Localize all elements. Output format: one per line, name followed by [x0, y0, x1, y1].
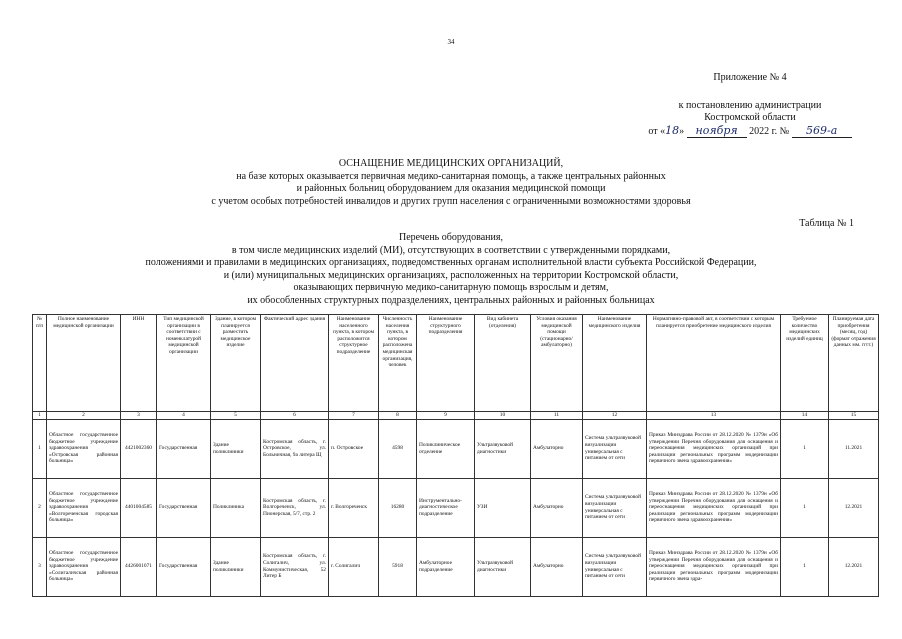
- cell-number: 1: [33, 419, 47, 478]
- cell-quantity: 1: [781, 537, 829, 596]
- cell-quantity: 1: [781, 478, 829, 537]
- cell-subdivision: Поликлиническое отделение: [417, 419, 475, 478]
- header-cell: Условия оказания медицинской помощи (стационарно/амбулаторно): [531, 315, 583, 412]
- header-cell: № п/п: [33, 315, 47, 412]
- appendix-resolution: к постановлению администрации: [678, 100, 822, 111]
- cell-org-type: Государственная: [157, 537, 211, 596]
- cell-legal-act: Приказ Минздрава России от 28.12.2020 № 1379н «Об утверждении Перечня оборудования для оснащения и переоснащения медицинских организаций при реализации региональных программ модернизации первичного звена здра-: [647, 537, 781, 596]
- heading-line: на базе которых оказывается первичная медико-санитарная помощь, а также центральных районных: [236, 170, 666, 182]
- cell-subdivision: Инструментально-диагностическое подразделение: [417, 478, 475, 537]
- appendix-date-line: [600, 124, 900, 138]
- appendix-region: Костромской области: [704, 112, 796, 123]
- header-cell: Вид кабинета (отделения): [475, 315, 531, 412]
- cell-subdivision: Амбулаторное подразделение: [417, 537, 475, 596]
- cell-conditions: Амбулаторно: [531, 478, 583, 537]
- cell-inn: 4421002360: [121, 419, 157, 478]
- column-number: 7: [329, 412, 379, 420]
- cell-device: Система ультразвуковой визуализации универсальная с питанием от сети: [583, 478, 647, 537]
- cell-population: 16280: [379, 478, 417, 537]
- heading-title: ОСНАЩЕНИЕ МЕДИЦИНСКИХ ОРГАНИЗАЦИЙ,: [338, 158, 564, 169]
- column-number: 2: [47, 412, 121, 420]
- cell-legal-act: Приказ Минздрава России от 28.12.2020 № 1379н «Об утверждении Перечня оборудования для оснащения и переоснащения медицинских организаций при реализации региональных программ модернизации первичного звена здравоохранения»: [647, 419, 781, 478]
- cell-locality: п. Островское: [329, 419, 379, 478]
- column-number: 11: [531, 412, 583, 420]
- cell-date: 12.2021: [829, 478, 879, 537]
- cell-population: 4598: [379, 419, 417, 478]
- column-number: 13: [647, 412, 781, 420]
- cell-org-name: Областное государственное бюджетное учреждение здравоохранения «Солигаличская районная больница»: [47, 537, 121, 596]
- page-number: 34: [447, 38, 455, 46]
- header-cell: Здание, в котором планируется разместить медицинское изделие: [211, 315, 261, 412]
- header-row: [33, 315, 879, 412]
- heading-line: и районных больниц оборудованием для оказания медицинской помощи: [296, 183, 606, 194]
- header-cell: Планируемая дата приобретения (месяц, год) (формат отражения данных мм. гггг.): [829, 315, 879, 412]
- header-cell: Фактический адрес здания: [261, 315, 329, 412]
- cell-number: 2: [33, 478, 47, 537]
- date-day: 18: [665, 124, 680, 137]
- cell-device: Система ультразвуковой визуализации универсальная с питанием от сети: [583, 419, 647, 478]
- header-cell: Наименование структурного подразделения: [417, 315, 475, 412]
- cell-address: Костромская область, г. Волгореченск, ул. Пионерская, 5/7, стр. 2: [261, 478, 329, 537]
- appendix-title: Приложение № 4: [713, 72, 787, 83]
- resolution-number: 569-а: [792, 124, 852, 138]
- column-number: 6: [261, 412, 329, 420]
- cell-locality: г. Волгореченск: [329, 478, 379, 537]
- cell-number: 3: [33, 537, 47, 596]
- table-label: Таблица № 1: [799, 218, 854, 229]
- column-number: 3: [121, 412, 157, 420]
- cell-population: 5918: [379, 537, 417, 596]
- cell-address: Костромская область, г. Солигалич, ул. Коммунистическая, 52 Литер Б: [261, 537, 329, 596]
- column-number: 8: [379, 412, 417, 420]
- cell-org-name: Областное государственное бюджетное учреждение здравоохранения «Островская районная больница»: [47, 419, 121, 478]
- header-cell: Нормативно-правовой акт, в соответствии с которым планируется приобретение медицинского изделия: [647, 315, 781, 412]
- date-month: ноября: [687, 124, 747, 138]
- heading: [0, 158, 902, 208]
- cell-cabinet: Ультразвуковой диагностики: [475, 537, 531, 596]
- list-heading-line: в том числе медицинских изделий (МИ), отсутствующих в соответствии с утвержденными порядками,: [231, 244, 671, 256]
- column-number: 4: [157, 412, 211, 420]
- header-cell: Наименование медицинского изделия: [583, 315, 647, 412]
- cell-locality: г. Солигалич: [329, 537, 379, 596]
- header-cell: Полное наименование медицинской организации: [47, 315, 121, 412]
- column-number: 9: [417, 412, 475, 420]
- cell-org-type: Государственная: [157, 419, 211, 478]
- header-cell: Требуемое количество медицинских изделий единиц: [781, 315, 829, 412]
- cell-legal-act: Приказ Минздрава России от 28.12.2020 № 1379н «Об утверждении Перечня оборудования для оснащения и переоснащения медицинских организаций при реализации региональных программ модернизации первичного звена здравоохранения»: [647, 478, 781, 537]
- cell-conditions: Амбулаторно: [531, 537, 583, 596]
- header-cell: Наименование населенного пункта, в котором расположится структурное подразделение: [329, 315, 379, 412]
- table-row: [33, 537, 879, 596]
- cell-org-name: Областное государственное бюджетное учреждение здравоохранения «Волгореченская городская больница»: [47, 478, 121, 537]
- cell-cabinet: УЗИ: [475, 478, 531, 537]
- cell-org-type: Государственная: [157, 478, 211, 537]
- cell-inn: 4401004585: [121, 478, 157, 537]
- cell-address: Костромская область, г. Островское, ул. Больничная, 9а литера Щ: [261, 419, 329, 478]
- column-number: 1: [33, 412, 47, 420]
- date-mid: »: [679, 126, 685, 137]
- heading-line: с учетом особых потребностей инвалидов и других групп населения с ограниченными возможностями здоровья: [211, 195, 691, 207]
- date-prefix: от «: [648, 126, 666, 137]
- cell-conditions: Амбулаторно: [531, 419, 583, 478]
- column-number: 15: [829, 412, 879, 420]
- cell-cabinet: Ультразвуковой диагностики: [475, 419, 531, 478]
- list-heading-line: их обособленных структурных подразделениях, центральных районных и районных больницах: [247, 294, 655, 306]
- column-number: 10: [475, 412, 531, 420]
- column-number: 5: [211, 412, 261, 420]
- cell-inn: 4426001071: [121, 537, 157, 596]
- cell-building: Поликлиника: [211, 478, 261, 537]
- list-heading: [0, 232, 902, 307]
- cell-quantity: 1: [781, 419, 829, 478]
- cell-building: Здание поликлиники: [211, 419, 261, 478]
- header-cell: Численность населения пункта, в котором расположена медицинская организация, человек: [379, 315, 417, 412]
- cell-date: 11.2021: [829, 419, 879, 478]
- list-heading-line: оказывающих первичную медико-санитарную помощь взрослым и детям,: [293, 282, 609, 293]
- table-row: [33, 478, 879, 537]
- cell-device: Система ультразвуковой визуализации универсальная с питанием от сети: [583, 537, 647, 596]
- date-year: 2022 г. №: [749, 126, 790, 137]
- equipment-table: [32, 314, 879, 597]
- list-heading-line: положениями и правилами в медицинских организациях, подведомственных органам исполнительной власти субъекта Российской Федерации,: [145, 257, 757, 268]
- column-number: 12: [583, 412, 647, 420]
- header-cell: ИНН: [121, 315, 157, 412]
- table-row: [33, 419, 879, 478]
- cell-building: Здание поликлиники: [211, 537, 261, 596]
- cell-date: 12.2021: [829, 537, 879, 596]
- list-heading-line: Перечень оборудования,: [399, 232, 503, 243]
- column-number-row: [33, 412, 879, 420]
- list-heading-line: и (или) муниципальных медицинских организациях, расположенных на территории Костромской области,: [223, 269, 679, 281]
- column-number: 14: [781, 412, 829, 420]
- header-cell: Тип медицинской организации в соответствии с номенклатурой медицинской организации: [157, 315, 211, 412]
